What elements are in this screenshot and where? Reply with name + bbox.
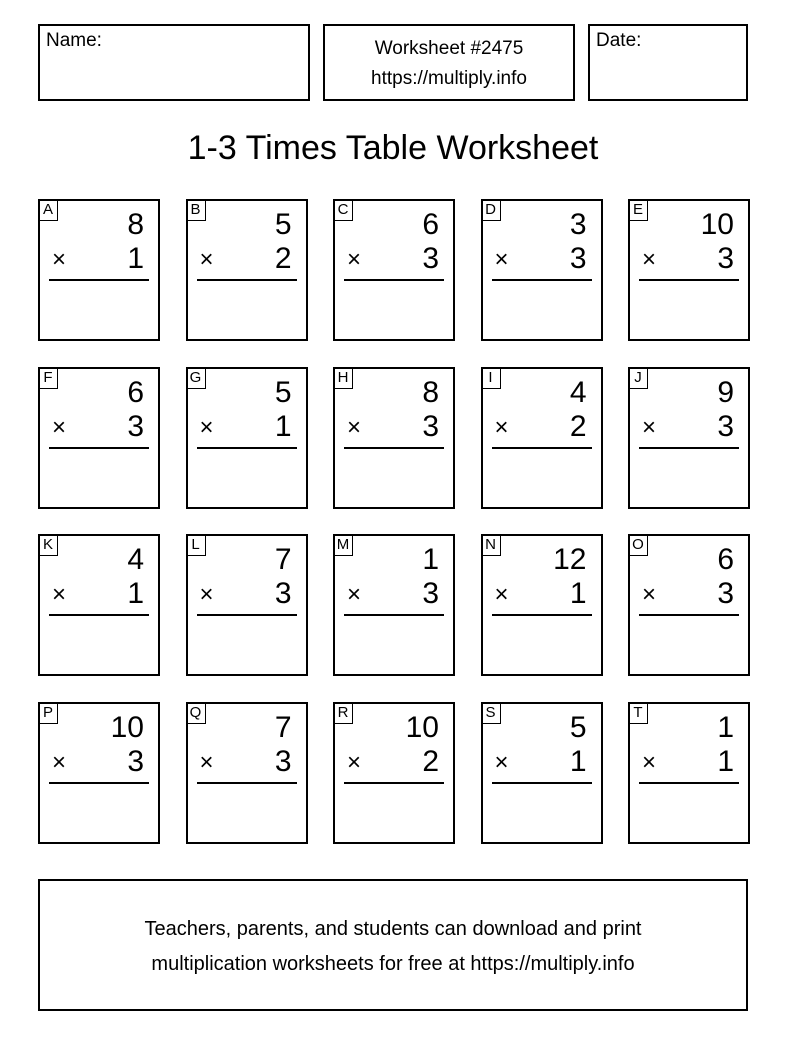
multiplicand: 6 (717, 543, 734, 576)
worksheet-url: https://multiply.info (371, 68, 527, 89)
multiplier: 1 (717, 744, 734, 778)
answer-line (49, 279, 149, 281)
problem-letter: J (629, 368, 648, 389)
multiplicand: 10 (405, 710, 439, 744)
problem-letter: P (39, 703, 58, 724)
multiplicand: 8 (127, 208, 144, 241)
multiplicand: 4 (127, 543, 144, 576)
multiplicand: 6 (127, 375, 144, 409)
problem-letter: R (334, 703, 353, 724)
multiplicand: 7 (274, 710, 292, 744)
problem-letter: C (334, 200, 353, 221)
problem-card[interactable] (38, 702, 160, 844)
problem-letter: I (482, 368, 501, 389)
problem-card[interactable] (333, 534, 455, 676)
multiplier: 3 (274, 744, 292, 778)
times-sign: × (52, 581, 67, 608)
problem-card[interactable] (186, 702, 308, 844)
footer-line-2: multiplication worksheets for free at https://multiply.info (151, 953, 635, 975)
times-sign: × (52, 246, 67, 273)
multiplier: 2 (274, 242, 292, 275)
date-label: Date: (596, 30, 642, 51)
name-field-box[interactable] (38, 24, 310, 101)
problem-card[interactable] (481, 367, 603, 509)
multiplicand: 4 (569, 375, 587, 409)
problem-card[interactable] (333, 367, 455, 509)
times-sign: × (347, 246, 362, 273)
answer-line (492, 614, 592, 616)
multiplicand: 9 (717, 375, 734, 409)
multiplier: 1 (569, 744, 587, 778)
answer-line (492, 279, 592, 281)
multiplicand: 10 (110, 710, 144, 744)
answer-line (197, 782, 297, 784)
problem-letter: M (334, 535, 353, 556)
problem-grid (38, 199, 750, 844)
multiplier: 3 (127, 409, 144, 443)
problem-card[interactable] (38, 534, 160, 676)
times-sign: × (347, 413, 362, 441)
times-sign: × (494, 246, 509, 273)
answer-line (49, 447, 149, 449)
worksheet-info-box (323, 24, 575, 101)
problem-letter: N (482, 535, 501, 556)
answer-line (49, 782, 149, 784)
multiplicand: 1 (717, 710, 734, 744)
problem-letter: Q (187, 703, 206, 724)
multiplicand: 5 (569, 710, 587, 744)
problem-letter: S (482, 703, 501, 724)
problem-card[interactable] (333, 199, 455, 341)
problem-letter: B (187, 200, 206, 221)
times-sign: × (199, 748, 214, 776)
multiplier: 3 (274, 577, 292, 610)
multiplicand: 10 (700, 208, 734, 241)
problem-card[interactable] (628, 702, 750, 844)
answer-line (639, 782, 739, 784)
problem-letter: K (39, 535, 58, 556)
problem-card[interactable] (38, 367, 160, 509)
answer-line (344, 447, 444, 449)
multiplier: 1 (127, 242, 144, 275)
times-sign: × (347, 581, 362, 608)
worksheet-number: Worksheet #2475 (374, 38, 524, 59)
problem-letter: E (629, 200, 648, 221)
answer-line (639, 279, 739, 281)
multiplicand: 6 (422, 208, 439, 241)
multiplicand: 8 (422, 375, 439, 409)
times-sign: × (494, 748, 509, 776)
multiplicand: 1 (422, 543, 439, 576)
multiplier: 1 (127, 577, 144, 610)
times-sign: × (494, 581, 509, 608)
multiplier: 3 (127, 744, 144, 778)
problem-card[interactable] (481, 702, 603, 844)
answer-line (197, 614, 297, 616)
problem-card[interactable] (628, 367, 750, 509)
times-sign: × (199, 413, 214, 441)
answer-line (492, 447, 592, 449)
problem-card[interactable] (186, 534, 308, 676)
times-sign: × (199, 581, 214, 608)
date-field-box[interactable] (588, 24, 748, 101)
multiplicand: 5 (274, 375, 292, 409)
footer-line-1: Teachers, parents, and students can download and print (144, 918, 642, 940)
answer-line (344, 782, 444, 784)
times-sign: × (199, 246, 214, 273)
multiplicand: 12 (553, 543, 587, 576)
answer-line (639, 447, 739, 449)
multiplier: 3 (422, 242, 439, 275)
times-sign: × (642, 581, 657, 608)
problem-letter: L (187, 535, 206, 556)
answer-line (197, 447, 297, 449)
multiplier: 3 (422, 577, 439, 610)
problem-letter: F (39, 368, 58, 389)
multiplier: 3 (569, 242, 587, 275)
answer-line (344, 279, 444, 281)
times-sign: × (642, 413, 657, 441)
page-title: 1-3 Times Table Worksheet (187, 129, 599, 167)
multiplier: 3 (422, 409, 439, 443)
times-sign: × (347, 748, 362, 776)
times-sign: × (494, 413, 509, 441)
multiplicand: 3 (569, 208, 587, 241)
multiplier: 1 (274, 409, 292, 443)
multiplier: 3 (717, 242, 734, 275)
multiplier: 2 (569, 409, 587, 443)
multiplicand: 7 (274, 543, 292, 576)
problem-letter: T (629, 703, 648, 724)
answer-line (344, 614, 444, 616)
times-sign: × (52, 413, 67, 441)
name-label: Name: (46, 30, 102, 51)
problem-card[interactable] (186, 367, 308, 509)
problem-card[interactable] (38, 199, 160, 341)
answer-line (639, 614, 739, 616)
times-sign: × (52, 748, 67, 776)
problem-card[interactable] (481, 534, 603, 676)
problem-card[interactable] (333, 702, 455, 844)
times-sign: × (642, 748, 657, 776)
problem-letter: O (629, 535, 648, 556)
multiplicand: 5 (274, 208, 292, 241)
problem-card[interactable] (628, 534, 750, 676)
answer-line (197, 279, 297, 281)
problem-card[interactable] (628, 199, 750, 341)
answer-line (49, 614, 149, 616)
multiplier: 2 (422, 744, 439, 778)
multiplier: 1 (569, 577, 587, 610)
times-sign: × (642, 246, 657, 273)
answer-line (492, 782, 592, 784)
problem-letter: D (482, 200, 501, 221)
problem-card[interactable] (186, 199, 308, 341)
multiplier: 3 (717, 577, 734, 610)
multiplier: 3 (717, 409, 734, 443)
problem-letter: A (39, 200, 58, 221)
footer-box (38, 879, 748, 1011)
problem-card[interactable] (481, 199, 603, 341)
problem-letter: H (334, 368, 353, 389)
problem-letter: G (187, 368, 206, 389)
